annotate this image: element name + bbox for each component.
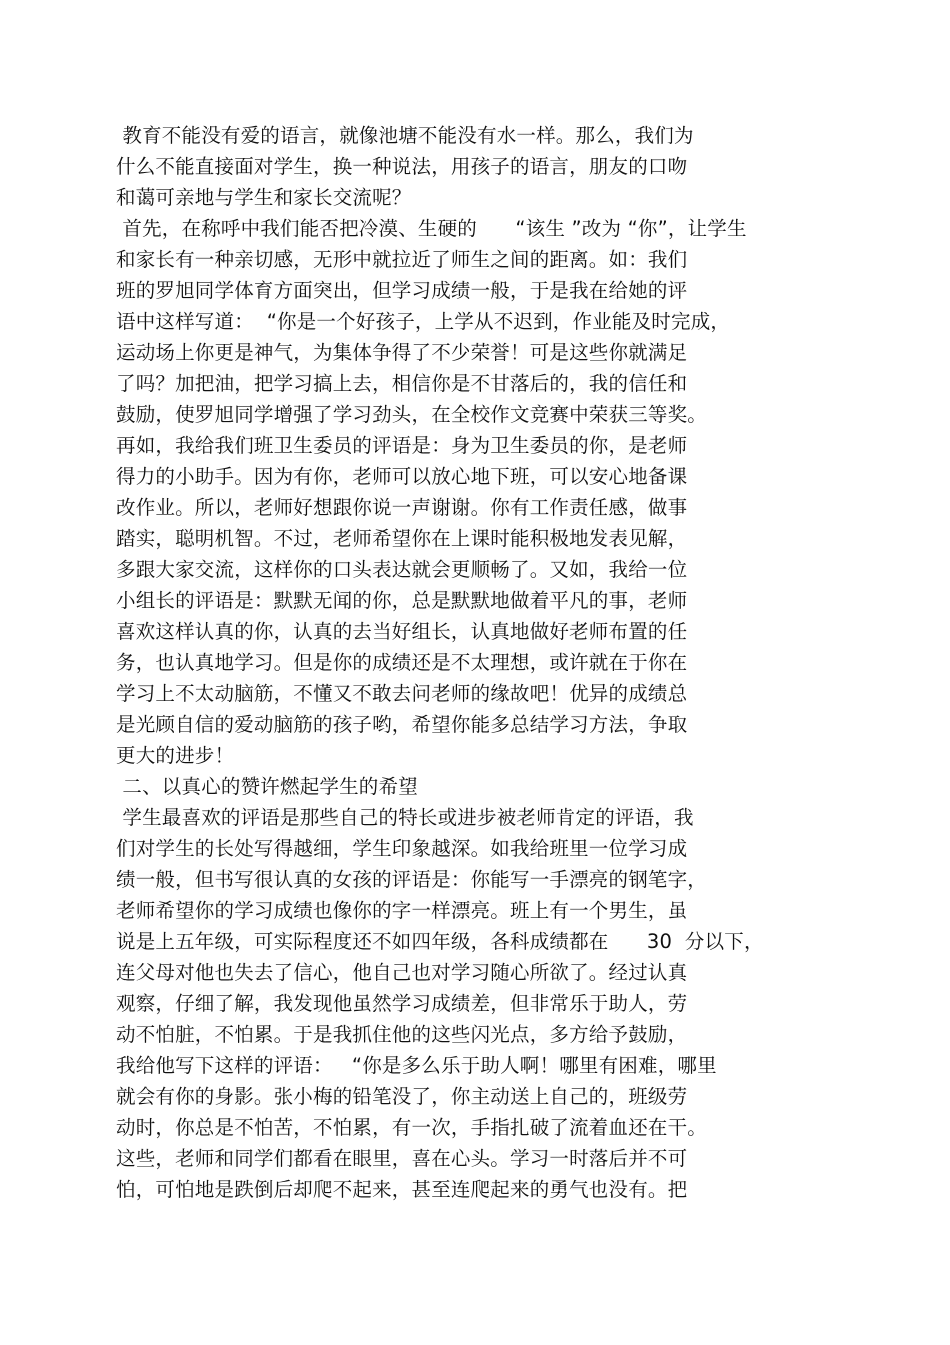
text-line: 运动场上你更是神气，为集体争得了不少荣誉！可是这些你就满足	[116, 341, 688, 364]
text-line: 我给他写下这样的评语： “你是多么乐于助人啊！哪里有困难，哪里	[116, 1054, 717, 1077]
text-line: 绩一般，但书写很认真的女孩的评语是：你能写一手漂亮的钢笔字，	[116, 868, 708, 891]
section-heading: 二、以真心的赞许燃起学生的希望	[116, 775, 418, 798]
body-text	[116, 120, 876, 1205]
text-line: 务，也认真地学习。但是你的成绩还是不太理想，或许就在于你在	[116, 651, 688, 674]
text-line: 教育不能没有爱的语言，就像池塘不能没有水一样。那么，我们为	[116, 124, 694, 147]
text-line: 就会有你的身影。张小梅的铅笔没了，你主动送上自己的，班级劳	[116, 1085, 688, 1108]
text-line: 是光顾自信的爱动脑筋的孩子哟，希望你能多总结学习方法，争取	[116, 713, 688, 736]
text-line: 什么不能直接面对学生，换一种说法，用孩子的语言，朋友的口吻	[116, 155, 688, 178]
text-line: 踏实，聪明机智。不过，老师希望你在上课时能积极地发表见解，	[116, 527, 688, 550]
text-line: 语中这样写道： “你是一个好孩子，上学从不迟到，作业能及时完成，	[116, 310, 731, 333]
text-line: 更大的进步！	[116, 744, 235, 767]
text-line: 和家长有一种亲切感，无形中就拉近了师生之间的距离。如：我们	[116, 248, 688, 271]
text-line: 喜欢这样认真的你，认真的去当好组长，认真地做好老师布置的任	[116, 620, 688, 643]
text-line: 了吗？加把油，把学习搞上去，相信你是不甘落后的，我的信任和	[116, 372, 688, 395]
text-line: 多跟大家交流，这样你的口头表达就会更顺畅了。又如，我给一位	[116, 558, 688, 581]
text-line: 们对学生的长处写得越细，学生印象越深。如我给班里一位学习成	[116, 837, 688, 860]
text-line: 首先，在称呼中我们能否把冷漠、生硬的 “该生 ”改为 “你”，让学生	[116, 217, 747, 240]
text-line: 改作业。所以，老师好想跟你说一声谢谢。你有工作责任感，做事	[116, 496, 688, 519]
text-line: 班的罗旭同学体育方面突出，但学习成绩一般，于是我在给她的评	[116, 279, 688, 302]
text-line: 小组长的评语是：默默无闻的你，总是默默地做着平凡的事，老师	[116, 589, 688, 612]
text-line: 动时，你总是不怕苦，不怕累，有一次，手指扎破了流着血还在干。	[116, 1116, 708, 1139]
text-line: 动不怕脏，不怕累。于是我抓住他的这些闪光点，多方给予鼓励，	[116, 1023, 688, 1046]
text-line: 老师希望你的学习成绩也像你的字一样漂亮。班上有一个男生，虽	[116, 899, 688, 922]
text-line: 学生最喜欢的评语是那些自己的特长或进步被老师肯定的评语，我	[116, 806, 694, 829]
text-line: 怕，可怕地是跌倒后却爬不起来，甚至连爬起来的勇气也没有。把	[116, 1178, 688, 1201]
text-line: 得力的小助手。因为有你，老师可以放心地下班，可以安心地备课	[116, 465, 688, 488]
text-line: 说是上五年级，可实际程度还不如四年级，各科成绩都在 30 分以下，	[116, 930, 764, 953]
text-line: 连父母对他也失去了信心，他自己也对学习随心所欲了。经过认真	[116, 961, 688, 984]
text-line: 再如，我给我们班卫生委员的评语是：身为卫生委员的你，是老师	[116, 434, 688, 457]
text-line: 观察，仔细了解，我发现他虽然学习成绩差，但非常乐于助人，劳	[116, 992, 688, 1015]
text-line: 这些，老师和同学们都看在眼里，喜在心头。学习一时落后并不可	[116, 1147, 688, 1170]
text-line: 和蔼可亲地与学生和家长交流呢？	[116, 186, 412, 209]
text-line: 学习上不太动脑筋，不懂又不敢去问老师的缘故吧！优异的成绩总	[116, 682, 688, 705]
text-line: 鼓励，使罗旭同学增强了学习劲头，在全校作文竞赛中荣获三等奖。	[116, 403, 708, 426]
